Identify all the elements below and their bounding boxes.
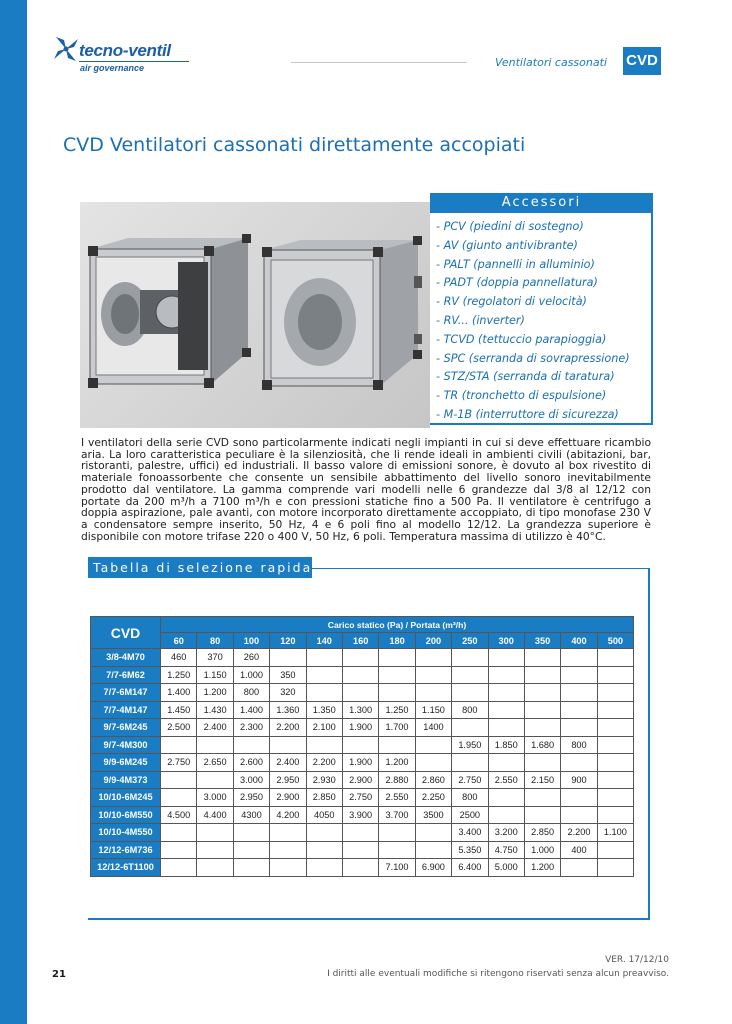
model-cell: 10/10-6M245: [91, 789, 161, 807]
pressure-column-header: 250: [452, 633, 488, 649]
flow-value-cell: 5.000: [488, 859, 524, 877]
pressure-column-header: 80: [197, 633, 233, 649]
flow-value-cell: 4.750: [488, 841, 524, 859]
page-number: 21: [52, 969, 66, 980]
flow-value-cell: 1.150: [415, 701, 451, 719]
flow-value-cell: [379, 841, 415, 859]
flow-value-cell: 800: [452, 701, 488, 719]
table-row: [91, 666, 634, 684]
model-cell: 9/9-6M245: [91, 754, 161, 772]
flow-value-cell: [524, 754, 560, 772]
flow-value-cell: [597, 789, 633, 807]
flow-value-cell: [270, 859, 306, 877]
table-row: [91, 719, 634, 737]
flow-value-cell: [597, 754, 633, 772]
flow-value-cell: [379, 666, 415, 684]
flow-value-cell: 1.200: [524, 859, 560, 877]
flow-value-cell: 2.950: [270, 771, 306, 789]
table-row: [91, 806, 634, 824]
flow-value-cell: 2.750: [342, 789, 378, 807]
flow-value-cell: [306, 841, 342, 859]
flow-value-cell: [561, 859, 597, 877]
flow-value-cell: [524, 789, 560, 807]
flow-value-cell: 1.700: [379, 719, 415, 737]
flow-value-cell: [415, 754, 451, 772]
flow-value-cell: 800: [452, 789, 488, 807]
flow-value-cell: [306, 736, 342, 754]
flow-value-cell: 2.930: [306, 771, 342, 789]
flow-value-cell: [379, 824, 415, 842]
flow-value-cell: 370: [197, 649, 233, 667]
flow-value-cell: 7.100: [379, 859, 415, 877]
flow-value-cell: 2.950: [233, 789, 269, 807]
model-cell: 3/8-4M70: [91, 649, 161, 667]
flow-value-cell: 2.200: [270, 719, 306, 737]
flow-value-cell: [524, 806, 560, 824]
flow-value-cell: [452, 666, 488, 684]
flow-value-cell: [415, 649, 451, 667]
model-cell: 12/12-6T1100: [91, 859, 161, 877]
table-row: [91, 859, 634, 877]
flow-value-cell: 2.600: [233, 754, 269, 772]
pressure-column-header: 300: [488, 633, 524, 649]
flow-value-cell: [197, 841, 233, 859]
accessori-list: [436, 218, 630, 425]
accessori-heading: Accessori: [430, 193, 653, 213]
flow-value-cell: 1.400: [233, 701, 269, 719]
flow-value-cell: [197, 736, 233, 754]
flow-value-cell: 1.100: [597, 824, 633, 842]
flow-value-cell: [561, 806, 597, 824]
model-cell: 7/7-6M62: [91, 666, 161, 684]
flow-value-cell: 2.900: [342, 771, 378, 789]
version-label: VER. 17/12/10: [605, 955, 669, 965]
flow-value-cell: 1.450: [161, 701, 197, 719]
flow-value-cell: [270, 649, 306, 667]
flow-value-cell: [597, 841, 633, 859]
flow-value-cell: 2.550: [379, 789, 415, 807]
accessory-item: - RV (regolatori di velocità): [436, 295, 587, 309]
flow-value-cell: 1.850: [488, 736, 524, 754]
flow-value-cell: [488, 719, 524, 737]
accessory-item: - STZ/STA (serranda di taratura): [436, 370, 615, 384]
flow-value-cell: [270, 736, 306, 754]
flow-value-cell: [270, 824, 306, 842]
flow-value-cell: 1.000: [233, 666, 269, 684]
flow-value-cell: [561, 701, 597, 719]
model-cell: 9/7-4M300: [91, 736, 161, 754]
flow-value-cell: [488, 806, 524, 824]
flow-value-cell: 1.200: [197, 684, 233, 702]
flow-value-cell: [561, 754, 597, 772]
pressure-header-row: [91, 633, 634, 649]
flow-value-cell: 2.150: [524, 771, 560, 789]
table-row: [91, 736, 634, 754]
flow-value-cell: [488, 754, 524, 772]
table-row: [91, 701, 634, 719]
flow-value-cell: 1.900: [342, 719, 378, 737]
flow-value-cell: 2.850: [524, 824, 560, 842]
header-rule: [291, 62, 467, 63]
flow-value-cell: [452, 684, 488, 702]
flow-value-cell: [597, 701, 633, 719]
flow-value-cell: 260: [233, 649, 269, 667]
flow-value-cell: [233, 736, 269, 754]
flow-value-cell: [524, 684, 560, 702]
pressure-column-header: 100: [233, 633, 269, 649]
table-group-header: Carico statico (Pa) / Portata (m³/h): [161, 617, 634, 633]
flow-value-cell: [597, 806, 633, 824]
flow-value-cell: [524, 719, 560, 737]
flow-value-cell: [488, 701, 524, 719]
flow-value-cell: 2.750: [452, 771, 488, 789]
table-corner-label: CVD: [91, 617, 161, 649]
pressure-column-header: 180: [379, 633, 415, 649]
flow-value-cell: 3.400: [452, 824, 488, 842]
flow-value-cell: 3.700: [379, 806, 415, 824]
flow-value-cell: [306, 666, 342, 684]
accessory-item: - PCV (piedini di sostegno): [436, 220, 584, 233]
flow-value-cell: [306, 824, 342, 842]
flow-value-cell: [161, 841, 197, 859]
accessory-item: - AV (giunto antivibrante): [436, 238, 578, 252]
pressure-column-header: 400: [561, 633, 597, 649]
fan-logo-icon: [52, 34, 80, 64]
flow-value-cell: [306, 684, 342, 702]
flow-value-cell: 2.900: [270, 789, 306, 807]
flow-value-cell: [488, 649, 524, 667]
flow-value-cell: [597, 719, 633, 737]
flow-value-cell: 800: [561, 736, 597, 754]
flow-value-cell: [233, 841, 269, 859]
flow-value-cell: 800: [233, 684, 269, 702]
flow-value-cell: 3500: [415, 806, 451, 824]
model-cell: 7/7-6M147: [91, 684, 161, 702]
flow-value-cell: 1.250: [161, 666, 197, 684]
table-row: [91, 649, 634, 667]
flow-value-cell: 2.400: [270, 754, 306, 772]
selection-table-body: [91, 649, 634, 877]
flow-value-cell: 5.350: [452, 841, 488, 859]
table-row: [91, 789, 634, 807]
flow-value-cell: [488, 666, 524, 684]
flow-value-cell: [452, 754, 488, 772]
flow-value-cell: 4300: [233, 806, 269, 824]
pressure-column-header: 60: [161, 633, 197, 649]
flow-value-cell: 6.400: [452, 859, 488, 877]
flow-value-cell: [161, 771, 197, 789]
model-cell: 9/9-4M373: [91, 771, 161, 789]
flow-value-cell: 3.000: [233, 771, 269, 789]
flow-value-cell: 1.250: [379, 701, 415, 719]
pressure-column-header: 160: [342, 633, 378, 649]
flow-value-cell: [524, 701, 560, 719]
flow-value-cell: [197, 824, 233, 842]
flow-value-cell: [415, 736, 451, 754]
flow-value-cell: 350: [270, 666, 306, 684]
flow-value-cell: [233, 859, 269, 877]
brand-logo: [52, 30, 202, 80]
flow-value-cell: 4.200: [270, 806, 306, 824]
flow-value-cell: [452, 719, 488, 737]
flow-value-cell: 2.100: [306, 719, 342, 737]
product-photo: [80, 202, 430, 428]
flow-value-cell: [524, 666, 560, 684]
model-cell: 7/7-4M147: [91, 701, 161, 719]
flow-value-cell: [561, 719, 597, 737]
flow-value-cell: 6.900: [415, 859, 451, 877]
flow-value-cell: [270, 841, 306, 859]
flow-value-cell: [306, 649, 342, 667]
flow-value-cell: [233, 824, 269, 842]
flow-value-cell: [488, 684, 524, 702]
flow-value-cell: [197, 859, 233, 877]
flow-value-cell: 4050: [306, 806, 342, 824]
brand-name: tecno-ventil: [79, 41, 171, 60]
flow-value-cell: 2.500: [161, 719, 197, 737]
flow-value-cell: [597, 771, 633, 789]
flow-value-cell: [415, 684, 451, 702]
flow-value-cell: 4.400: [197, 806, 233, 824]
accessory-item: - TCVD (tettuccio parapioggia): [436, 332, 607, 346]
flow-value-cell: 1.900: [342, 754, 378, 772]
flow-value-cell: 3.900: [342, 806, 378, 824]
table-row: [91, 771, 634, 789]
flow-value-cell: 1.350: [306, 701, 342, 719]
table-row: [91, 684, 634, 702]
flow-value-cell: 1.680: [524, 736, 560, 754]
flow-value-cell: 2.300: [233, 719, 269, 737]
flow-value-cell: 400: [561, 841, 597, 859]
model-cell: 9/7-6M245: [91, 719, 161, 737]
flow-value-cell: [597, 684, 633, 702]
selection-table: [90, 616, 634, 877]
flow-value-cell: [342, 666, 378, 684]
header-code-tab: CVD: [623, 47, 661, 75]
brand-tagline: air governance: [80, 63, 145, 73]
selection-table-heading: Tabella di selezione rapida: [88, 557, 312, 578]
flow-value-cell: [342, 824, 378, 842]
flow-value-cell: 2.200: [306, 754, 342, 772]
flow-value-cell: 320: [270, 684, 306, 702]
flow-value-cell: [342, 649, 378, 667]
table-row: [91, 841, 634, 859]
flow-value-cell: [379, 684, 415, 702]
flow-value-cell: [597, 666, 633, 684]
flow-value-cell: [161, 859, 197, 877]
flow-value-cell: [561, 666, 597, 684]
left-blue-band: [0, 0, 27, 1024]
flow-value-cell: 1400: [415, 719, 451, 737]
flow-value-cell: [197, 771, 233, 789]
flow-value-cell: [561, 684, 597, 702]
flow-value-cell: [524, 649, 560, 667]
flow-value-cell: [415, 666, 451, 684]
accessory-item: - PADT (doppia pannellatura): [436, 276, 598, 290]
flow-value-cell: [379, 736, 415, 754]
flow-value-cell: [342, 841, 378, 859]
model-cell: 10/10-6M550: [91, 806, 161, 824]
flow-value-cell: 2.750: [161, 754, 197, 772]
flow-value-cell: [342, 859, 378, 877]
fan-box-illustration: [80, 202, 430, 428]
flow-value-cell: 1.000: [524, 841, 560, 859]
accessory-item: - TR (tronchetto di espulsione): [436, 389, 607, 403]
flow-value-cell: [342, 684, 378, 702]
flow-value-cell: 4.500: [161, 806, 197, 824]
flow-value-cell: 2.200: [561, 824, 597, 842]
flow-value-cell: 2.850: [306, 789, 342, 807]
flow-value-cell: 3.000: [197, 789, 233, 807]
table-row: [91, 824, 634, 842]
model-cell: 10/10-4M550: [91, 824, 161, 842]
accessory-item: - SPC (serranda di sovrapressione): [436, 351, 630, 365]
flow-value-cell: [597, 736, 633, 754]
page-title: CVD Ventilatori cassonati direttamente accopiati: [63, 133, 526, 156]
pressure-column-header: 120: [270, 633, 306, 649]
pressure-column-header: 200: [415, 633, 451, 649]
flow-value-cell: [306, 859, 342, 877]
pressure-column-header: 350: [524, 633, 560, 649]
flow-value-cell: 3.200: [488, 824, 524, 842]
flow-value-cell: 1.950: [452, 736, 488, 754]
flow-value-cell: 1.360: [270, 701, 306, 719]
brand-underline: [79, 61, 189, 62]
accessory-item: - RV... (inverter): [436, 313, 525, 327]
flow-value-cell: 2.880: [379, 771, 415, 789]
flow-value-cell: 900: [561, 771, 597, 789]
pressure-column-header: 500: [597, 633, 633, 649]
flow-value-cell: [379, 649, 415, 667]
header-section-title: Ventilatori cassonati: [495, 56, 607, 69]
flow-value-cell: 1.200: [379, 754, 415, 772]
flow-value-cell: [597, 859, 633, 877]
flow-value-cell: 2.650: [197, 754, 233, 772]
footer-disclaimer: I diritti alle eventuali modifiche si ritengono riservati senza alcun preavviso.: [327, 969, 669, 979]
flow-value-cell: 1.430: [197, 701, 233, 719]
pressure-column-header: 140: [306, 633, 342, 649]
flow-value-cell: [342, 736, 378, 754]
flow-value-cell: [597, 649, 633, 667]
flow-value-cell: [161, 736, 197, 754]
flow-value-cell: [452, 649, 488, 667]
model-cell: 12/12-6M736: [91, 841, 161, 859]
flow-value-cell: 2.400: [197, 719, 233, 737]
flow-value-cell: 2500: [452, 806, 488, 824]
table-row: [91, 754, 634, 772]
flow-value-cell: 2.550: [488, 771, 524, 789]
flow-value-cell: [415, 824, 451, 842]
accessory-item: - M-1B (interruttore di sicurezza): [436, 407, 619, 421]
flow-value-cell: [561, 649, 597, 667]
flow-value-cell: [161, 824, 197, 842]
flow-value-cell: [488, 789, 524, 807]
flow-value-cell: [561, 789, 597, 807]
description-paragraph: I ventilatori della serie CVD sono particolarmente indicati negli impianti in cui si deve effettuare ricambio aria. La loro caratteristica peculiare è la silenziosità, che li rende ideali in ambienti civili (abitazioni, bar, ristoranti, palestre, uffici) ed industriali. Il basso valore di emissioni sonore, è dovuto al box rivestito di materiale fonoassorbente che consente un sensibile abbattimento del livello sonoro inevitabilmente prodotto dal ventilatore. La gamma comprende vari modelli nelle 6 grandezze dal 3/8 al 12/12 con portate da 200 m³/h a 7100 m³/h e con pressioni statiche fino a 500 Pa. Il ventilatore è centrifugo a doppia aspirazione, pale avanti, con motore incorporato direttamente accoppiato, di tipo monofase 230 V a condensatore sempre inserito, 50 Hz, 4 e 6 poli fino al modello 12/12. La grandezza superiore è disponibile con motore trifase 220 o 400 V, 50 Hz, 6 poli. Temperatura massima di utilizzo è 40°C.: [81, 436, 651, 543]
accessory-item: - PALT (pannelli in alluminio): [436, 257, 595, 271]
flow-value-cell: 1.400: [161, 684, 197, 702]
flow-value-cell: 2.860: [415, 771, 451, 789]
flow-value-cell: 2.250: [415, 789, 451, 807]
flow-value-cell: [161, 789, 197, 807]
flow-value-cell: 460: [161, 649, 197, 667]
flow-value-cell: 1.150: [197, 666, 233, 684]
flow-value-cell: [415, 841, 451, 859]
flow-value-cell: 1.300: [342, 701, 378, 719]
